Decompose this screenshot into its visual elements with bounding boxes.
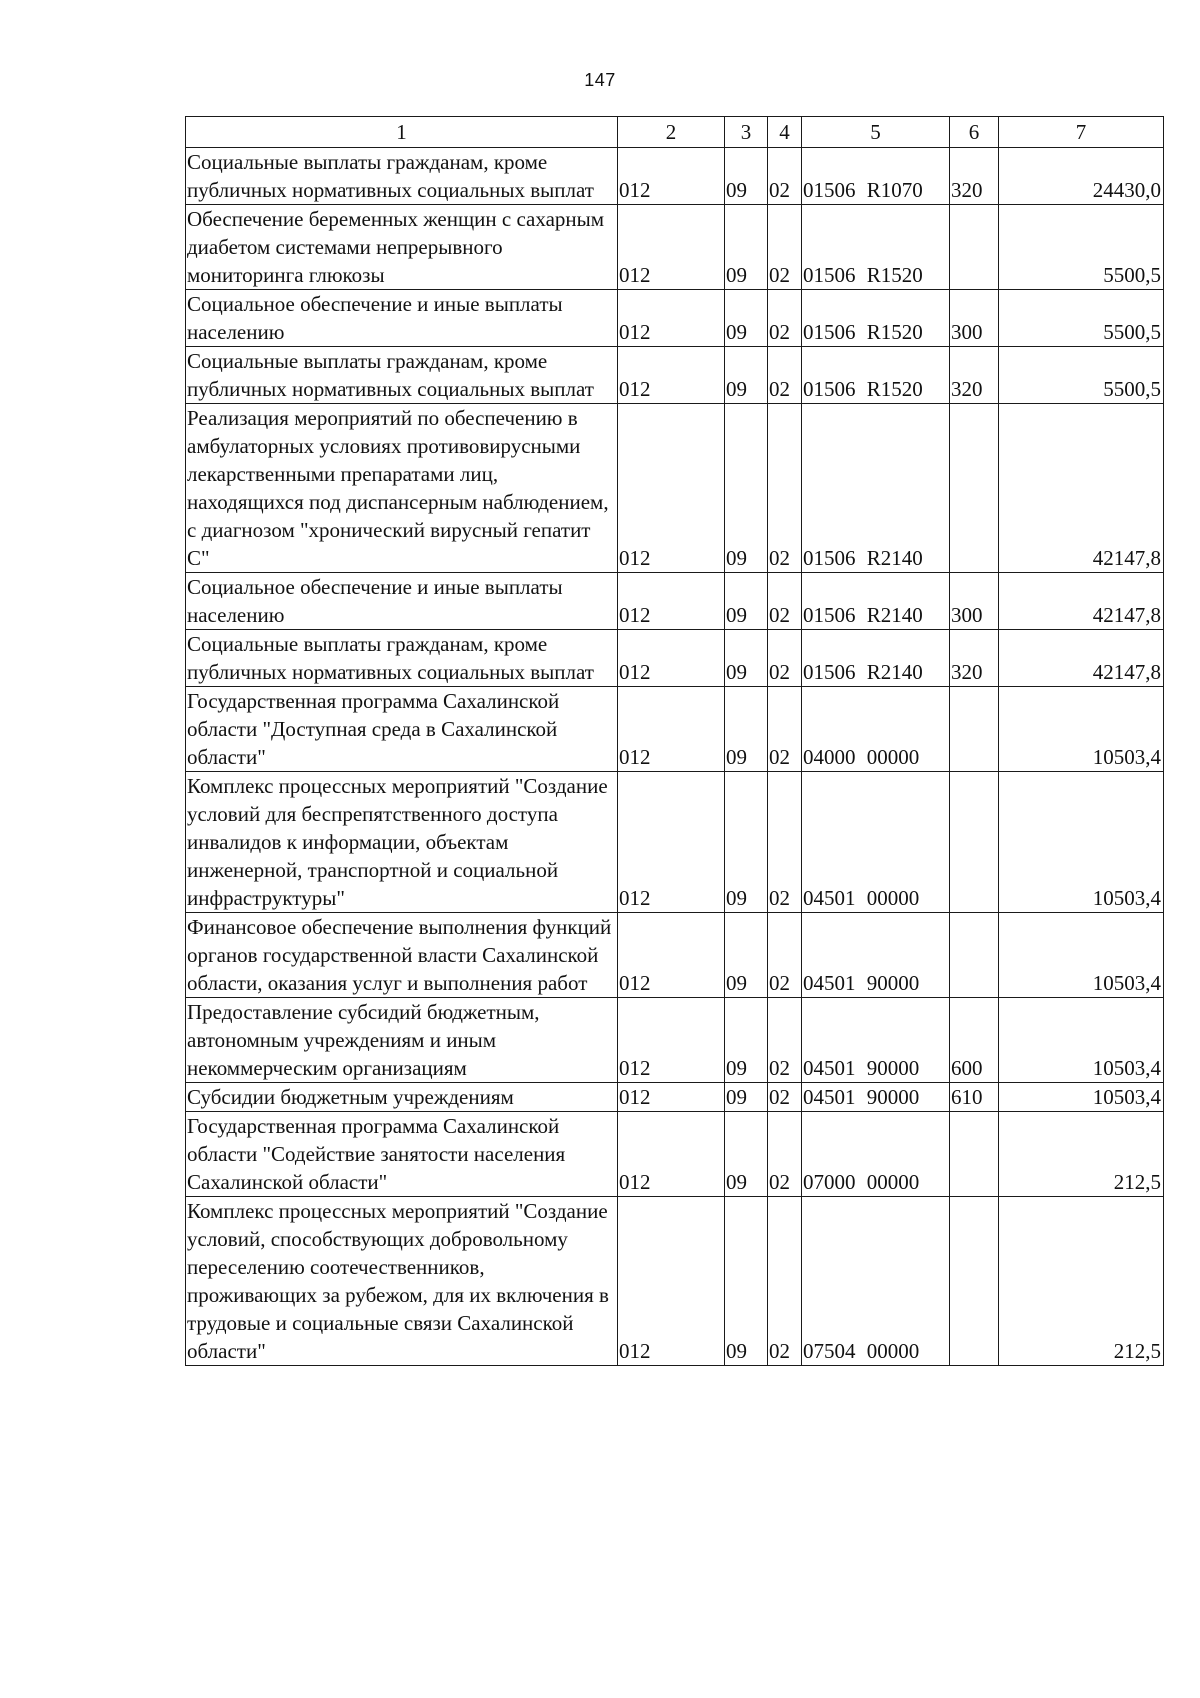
subsection-cell: 02 bbox=[768, 913, 802, 998]
row-name-cell: Финансовое обеспечение выполнения функций органов государственной власти Сахалинской области, оказания услуг и выполнения работ bbox=[186, 913, 618, 998]
subsection-cell: 02 bbox=[768, 1083, 802, 1112]
admin-code-cell: 012 bbox=[618, 1197, 725, 1366]
target-article-cell: 07504 00000 bbox=[802, 1197, 950, 1366]
expense-type-cell bbox=[950, 913, 999, 998]
row-name-cell: Государственная программа Сахалинской области "Доступная среда в Сахалинской области" bbox=[186, 687, 618, 772]
target-article-cell: 04000 00000 bbox=[802, 687, 950, 772]
table-row bbox=[186, 290, 1164, 347]
budget-table bbox=[185, 116, 1164, 1366]
target-article-cell: 04501 90000 bbox=[802, 998, 950, 1083]
target-article-cell: 04501 00000 bbox=[802, 772, 950, 913]
subsection-cell: 02 bbox=[768, 347, 802, 404]
row-name-cell: Социальные выплаты гражданам, кроме публичных нормативных социальных выплат bbox=[186, 347, 618, 404]
table-row bbox=[186, 772, 1164, 913]
admin-code-cell: 012 bbox=[618, 205, 725, 290]
subsection-cell: 02 bbox=[768, 205, 802, 290]
amount-cell: 42147,8 bbox=[999, 573, 1164, 630]
table-row bbox=[186, 1112, 1164, 1197]
section-cell: 09 bbox=[725, 347, 768, 404]
admin-code-cell: 012 bbox=[618, 347, 725, 404]
amount-cell: 10503,4 bbox=[999, 998, 1164, 1083]
expense-type-cell: 300 bbox=[950, 573, 999, 630]
admin-code-cell: 012 bbox=[618, 148, 725, 205]
subsection-cell: 02 bbox=[768, 573, 802, 630]
target-article-cell: 01506 R2140 bbox=[802, 404, 950, 573]
section-cell: 09 bbox=[725, 404, 768, 573]
admin-code-cell: 012 bbox=[618, 573, 725, 630]
admin-code-cell: 012 bbox=[618, 913, 725, 998]
target-article-cell: 01506 R1520 bbox=[802, 290, 950, 347]
row-name-cell: Государственная программа Сахалинской области "Содействие занятости населения Сахалинской области" bbox=[186, 1112, 618, 1197]
table-row bbox=[186, 687, 1164, 772]
admin-code-cell: 012 bbox=[618, 998, 725, 1083]
row-name-cell: Социальное обеспечение и иные выплаты населению bbox=[186, 573, 618, 630]
admin-code-cell: 012 bbox=[618, 404, 725, 573]
amount-cell: 5500,5 bbox=[999, 205, 1164, 290]
row-name-cell: Обеспечение беременных женщин с сахарным диабетом системами непрерывного мониторинга глюкозы bbox=[186, 205, 618, 290]
row-name-cell: Предоставление субсидий бюджетным, автономным учреждениям и иным некоммерческим организациям bbox=[186, 998, 618, 1083]
amount-cell: 212,5 bbox=[999, 1112, 1164, 1197]
target-article-cell: 04501 90000 bbox=[802, 913, 950, 998]
table-row bbox=[186, 1197, 1164, 1366]
amount-cell: 5500,5 bbox=[999, 290, 1164, 347]
admin-code-cell: 012 bbox=[618, 1083, 725, 1112]
section-cell: 09 bbox=[725, 290, 768, 347]
admin-code-cell: 012 bbox=[618, 630, 725, 687]
section-cell: 09 bbox=[725, 1112, 768, 1197]
section-cell: 09 bbox=[725, 687, 768, 772]
row-name-cell: Социальные выплаты гражданам, кроме публичных нормативных социальных выплат bbox=[186, 630, 618, 687]
section-cell: 09 bbox=[725, 205, 768, 290]
expense-type-cell bbox=[950, 1197, 999, 1366]
section-cell: 09 bbox=[725, 772, 768, 913]
subsection-cell: 02 bbox=[768, 404, 802, 573]
table-row bbox=[186, 205, 1164, 290]
target-article-cell: 01506 R1070 bbox=[802, 148, 950, 205]
table-row bbox=[186, 1083, 1164, 1112]
amount-cell: 10503,4 bbox=[999, 772, 1164, 913]
expense-type-cell: 600 bbox=[950, 998, 999, 1083]
table-row bbox=[186, 347, 1164, 404]
header-cell: 7 bbox=[999, 117, 1164, 148]
expense-type-cell bbox=[950, 772, 999, 913]
subsection-cell: 02 bbox=[768, 998, 802, 1083]
amount-cell: 5500,5 bbox=[999, 347, 1164, 404]
target-article-cell: 01506 R2140 bbox=[802, 573, 950, 630]
expense-type-cell bbox=[950, 404, 999, 573]
expense-type-cell bbox=[950, 1112, 999, 1197]
section-cell: 09 bbox=[725, 148, 768, 205]
table-row bbox=[186, 630, 1164, 687]
target-article-cell: 04501 90000 bbox=[802, 1083, 950, 1112]
expense-type-cell: 320 bbox=[950, 630, 999, 687]
row-name-cell: Субсидии бюджетным учреждениям bbox=[186, 1083, 618, 1112]
expense-type-cell: 300 bbox=[950, 290, 999, 347]
header-cell: 5 bbox=[802, 117, 950, 148]
header-cell: 1 bbox=[186, 117, 618, 148]
row-name-cell: Комплекс процессных мероприятий "Создание условий для беспрепятственного доступа инвалидов к информации, объектам инженерной, транспортной и социальной инфраструктуры" bbox=[186, 772, 618, 913]
subsection-cell: 02 bbox=[768, 290, 802, 347]
admin-code-cell: 012 bbox=[618, 290, 725, 347]
row-name-cell: Комплекс процессных мероприятий "Создание условий, способствующих добровольному переселению соотечественников, проживающих за рубежом, для их включения в трудовые и социальные связи Сахалинской области" bbox=[186, 1197, 618, 1366]
header-cell: 4 bbox=[768, 117, 802, 148]
table-row bbox=[186, 573, 1164, 630]
section-cell: 09 bbox=[725, 573, 768, 630]
subsection-cell: 02 bbox=[768, 687, 802, 772]
amount-cell: 10503,4 bbox=[999, 687, 1164, 772]
amount-cell: 10503,4 bbox=[999, 913, 1164, 998]
amount-cell: 24430,0 bbox=[999, 148, 1164, 205]
amount-cell: 42147,8 bbox=[999, 630, 1164, 687]
target-article-cell: 01506 R1520 bbox=[802, 205, 950, 290]
table-row bbox=[186, 913, 1164, 998]
subsection-cell: 02 bbox=[768, 148, 802, 205]
header-cell: 6 bbox=[950, 117, 999, 148]
section-cell: 09 bbox=[725, 1083, 768, 1112]
section-cell: 09 bbox=[725, 913, 768, 998]
admin-code-cell: 012 bbox=[618, 687, 725, 772]
row-name-cell: Реализация мероприятий по обеспечению в амбулаторных условиях противовирусными лекарственными препаратами лиц, находящихся под диспансерным наблюдением, с диагнозом "хронический вирусный гепатит С" bbox=[186, 404, 618, 573]
expense-type-cell: 610 bbox=[950, 1083, 999, 1112]
target-article-cell: 01506 R1520 bbox=[802, 347, 950, 404]
section-cell: 09 bbox=[725, 630, 768, 687]
amount-cell: 42147,8 bbox=[999, 404, 1164, 573]
table-row bbox=[186, 148, 1164, 205]
amount-cell: 212,5 bbox=[999, 1197, 1164, 1366]
expense-type-cell: 320 bbox=[950, 347, 999, 404]
header-cell: 2 bbox=[618, 117, 725, 148]
section-cell: 09 bbox=[725, 998, 768, 1083]
expense-type-cell bbox=[950, 687, 999, 772]
subsection-cell: 02 bbox=[768, 772, 802, 913]
target-article-cell: 01506 R2140 bbox=[802, 630, 950, 687]
expense-type-cell: 320 bbox=[950, 148, 999, 205]
section-cell: 09 bbox=[725, 1197, 768, 1366]
admin-code-cell: 012 bbox=[618, 1112, 725, 1197]
table-row bbox=[186, 998, 1164, 1083]
table-row bbox=[186, 404, 1164, 573]
target-article-cell: 07000 00000 bbox=[802, 1112, 950, 1197]
header-row bbox=[186, 117, 1164, 148]
subsection-cell: 02 bbox=[768, 1197, 802, 1366]
expense-type-cell bbox=[950, 205, 999, 290]
amount-cell: 10503,4 bbox=[999, 1083, 1164, 1112]
page-number: 147 bbox=[584, 70, 616, 90]
row-name-cell: Социальное обеспечение и иные выплаты населению bbox=[186, 290, 618, 347]
header-cell: 3 bbox=[725, 117, 768, 148]
subsection-cell: 02 bbox=[768, 1112, 802, 1197]
admin-code-cell: 012 bbox=[618, 772, 725, 913]
row-name-cell: Социальные выплаты гражданам, кроме публичных нормативных социальных выплат bbox=[186, 148, 618, 205]
subsection-cell: 02 bbox=[768, 630, 802, 687]
